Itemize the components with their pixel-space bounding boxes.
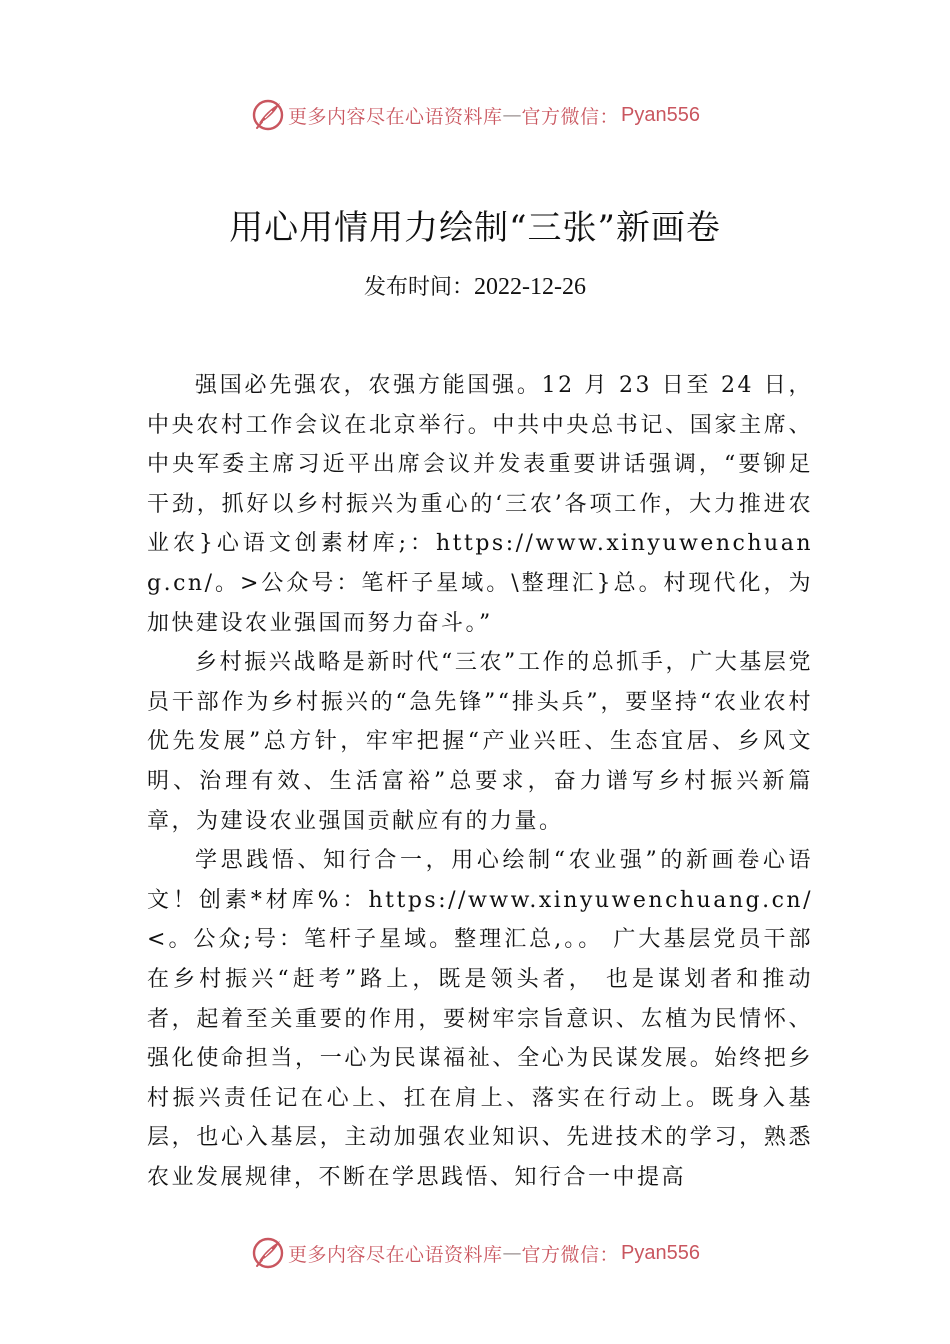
watermark-separator: — bbox=[502, 104, 522, 126]
quill-pen-logo-icon bbox=[250, 97, 286, 133]
watermark-wechat-id: Pyan556 bbox=[621, 1241, 700, 1264]
publish-date-label: 发布时间： bbox=[364, 275, 475, 300]
watermark-wechat-label: 官方微信： bbox=[521, 105, 620, 128]
quill-pen-logo-icon bbox=[250, 1235, 286, 1271]
watermark-banner-bottom bbox=[0, 1233, 950, 1273]
watermark-wechat-label: 官方微信： bbox=[521, 1243, 620, 1266]
watermark-banner-top bbox=[0, 95, 950, 135]
publish-date-value: 2022-12-26 bbox=[474, 274, 586, 300]
paragraph-2: 乡村振兴战略是新时代“三农”工作的总抓手，广大基层党员干部作为乡村振兴的“急先锋”“排头兵”，要坚持“农业农村优先发展”总方针，牢牢把握“产业兴旺、生态宜居、乡风文明、治理有效、生活富裕”总要求，奋力谱写乡村振兴新篇章，为建设农业强国贡献应有的力量。 bbox=[147, 650, 813, 834]
publish-date bbox=[0, 270, 950, 301]
article-title: 用心用情用力绘制“三张”新画卷 bbox=[229, 208, 721, 248]
article-body bbox=[147, 366, 813, 1196]
watermark-text: 更多内容尽在心语资料库 bbox=[288, 105, 503, 128]
paragraph-3: 学思践悟、知行合一，用心绘制“农业强”的新画卷心语文！创素*材库%：https://www.xinyuwenchuang.cn/<。公众;号：笔杆子星域。整理汇总,。。 广大基层党员干部在乡村振兴“赶考”路上，既是领头者， 也是谋划者和推动者，起着至关重要的作用，要树牢宗旨意识、厷植为民情怀、强化使命担当，一心为民谋福祉、全心为民谋发展。始终把乡村振兴责任记在心上、扛在肩上、落实在行动上。既身入基层，也心入基层，主动加强农业知识、先进技术的学习，熟悉农业发展规律，不断在学思践悟、知行合一中提高 bbox=[147, 848, 813, 1190]
watermark-text: 更多内容尽在心语资料库 bbox=[288, 1243, 503, 1266]
paragraph-1: 强国必先强农，农强方能国强。12 月 23 日至 24 日，中央农村工作会议在北京举行。中共中央总书记、国家主席、中央军委主席习近平出席会议并发表重要讲话强调，“要铆足干劲，抓好以乡村振兴为重心的‘三农’各项工作，大力推进农业农}心语文创素材库;：https://www.xinyuwenchuang.cn/。>公众号：笔杆子星域。\整理汇}总。村现代化，为加快建设农业强国而努力奋斗。” bbox=[147, 373, 813, 636]
watermark-wechat-id: Pyan556 bbox=[621, 103, 700, 126]
watermark-separator: — bbox=[502, 1242, 522, 1264]
